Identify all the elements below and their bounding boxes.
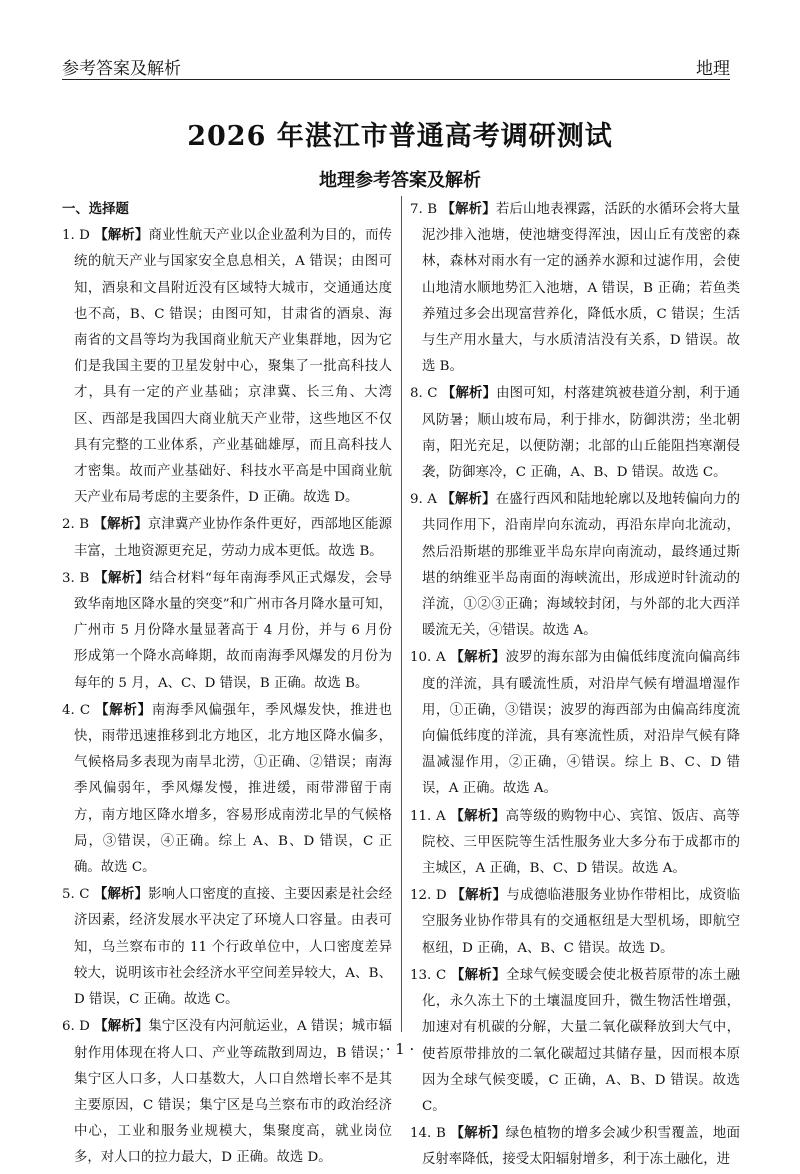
answer-text: 全球气候变暖会使北极苔原带的冻土融化，永久冻土下的土壤温度回升，微生物活性增强，加速对有机碳的分解，大量二氧化碳释放到大气中，使苔原带排放的二氧化碳超过其储存量，因而根本原因为全球气候变暖，C 正确，A、B、D 错误。故选 C。	[422, 967, 740, 1114]
page-header	[62, 40, 730, 80]
analysis-tag: 【解析】	[450, 966, 507, 983]
answer-item	[62, 881, 392, 1013]
header-subject-label: 地理	[696, 59, 730, 79]
analysis-tag: 【解析】	[93, 516, 148, 533]
document-subtitle: 地理参考答案及解析	[319, 170, 481, 191]
analysis-tag: 【解析】	[94, 227, 149, 244]
answer-item	[410, 196, 740, 380]
answer-item	[62, 697, 392, 881]
answer-text: 南海季风偏强年，季风爆发快，推进也快，雨带迅速推移到北方地区，北方地区降水偏多，气候格局多表现为南旱北涝，①正确、②错误；南海季风偏弱年，季风爆发慢，推进缓，雨带滞留于南方，南方地区降水增多，容易形成南涝北旱的气候格局，③错误，④正确。综上 A、B、D 错误，C 正确。故选 C。	[74, 702, 392, 876]
answer-text: 影响人口密度的直接、主要因素是社会经济因素，经济发展水平决定了环境人口容量。由表可知，乌兰察布市的 11 个行政单位中，人口密度差异较大，说明该市社会经济水平空间差异较大，A、B、D 错误，C 正确。故选 C。	[74, 887, 393, 1008]
section-heading: 一、选择题	[62, 201, 129, 217]
answer-number: 10. A	[410, 650, 446, 666]
analysis-tag: 【解析】	[93, 886, 149, 903]
answer-number: 12. D	[410, 888, 447, 904]
answer-item	[62, 222, 392, 511]
analysis-tag: 【解析】	[451, 887, 507, 904]
answer-number: 3. B	[62, 570, 90, 586]
answer-number: 2. B	[62, 517, 90, 533]
document-title: 2026 年湛江市普通高考调研测试	[187, 121, 613, 152]
answer-number: 13. C	[410, 967, 447, 983]
answer-text: 京津冀产业协作条件更好，西部地区能源丰富，土地资源更充足，劳动力成本更低。故选 B。	[74, 517, 393, 559]
analysis-tag: 【解析】	[450, 649, 506, 666]
answer-text: 若后山地表裸露，活跃的水循环会将大量泥沙排入池塘，使池塘变得浑浊，因山丘有茂密的森林，森林对雨水有一定的涵养水源和过滤作用，会使山地清水顺地势汇入池塘，A 错误，B 正确；若鱼类养殖过多会出现富营养化，降低水质，C 错误；生活与生产用水量大，与水质清洁没有关系，D 错误。故选 B。	[422, 202, 741, 375]
column-divider	[401, 196, 402, 1032]
analysis-tag: 【解析】	[94, 1018, 149, 1035]
answer-number: 14. B	[410, 1126, 446, 1142]
answer-text: 集宁区没有内河航运业，A 错误；城市辐射作用体现在将人口、产业等疏散到周边，B 错误；集宁区人口多，人口基数大，人口自然增长率不是其主要原因，C 错误；集宁区是乌兰察布市的政治经济中心，工业和服务业规模大，集聚度高，就业岗位多，对人口的拉力最大，D 正确。故选 D。	[74, 1019, 393, 1166]
answer-text: 波罗的海东部为由偏低纬度流向偏高纬度的洋流，具有暖流性质，对沿岸气候有增温增湿作用，①正确，③错误；波罗的海西部为由偏高纬度流向偏低纬度的洋流，具有寒流性质，对沿岸气候有降温减湿作用，②正确，④错误。综上 B、C、D 错误，A 正确。故选 A。	[422, 650, 741, 797]
answer-item	[410, 803, 740, 883]
answer-item	[410, 1120, 740, 1173]
answer-item	[62, 1013, 392, 1171]
answer-number: 11. A	[410, 808, 446, 824]
page-number: · 1 ·	[385, 1040, 415, 1058]
right-column	[410, 196, 740, 1174]
header-left-label: 参考答案及解析	[62, 59, 181, 79]
answer-number: 6. D	[62, 1019, 90, 1035]
answer-text: 由图可知，村落建筑被巷道分割，利于通风防暑；顺山坡布局，利于排水，防御洪涝；坐北朝南，阳光充足，以便防潮；北部的山丘能阻挡寒潮侵袭，防御寒冷，C 正确，A、B、D 错误。故选 C。	[422, 386, 741, 481]
left-column	[62, 196, 392, 1172]
answer-text: 商业性航天产业以企业盈利为目的，而传统的航天产业与国家安全息息相关，A 错误；由图可知，酒泉和文昌附近没有区域特大城市，交通通达度也不高，B、C 错误；由图可知，甘肃省的酒泉、海南省的文昌等均为我国商业航天产业集群地，因为它们是我国主要的卫星发射中心，聚集了一批高科技人才，具有一定的产业基础；京津冀、长三角、大湾区、西部是我国四大商业航天产业带，这些地区不仅具有完整的工业体系，产业基础雄厚，而且高科技人才密集。故而产业基础好、科技水平高是中国商业航天产业布局考虑的主要条件，D 正确。故选 D。	[74, 228, 392, 506]
answer-text: 结合材料“每年南海季风正式爆发，会导致华南地区降水量的突变”和广州市各月降水量可知，广州市 5 月份降水量显著高于 4 月份，并与 6 月份形成第一个降水高峰期，故而南海季风爆发的月份为每年的 5 月，A、C、D 错误，B 正确。故选 B。	[74, 570, 392, 691]
answer-number: 8. C	[410, 386, 438, 402]
answer-text: 与成德临港服务业协作带相比，成资临空服务业协作带具有的交通枢纽是大型机场，即航空枢纽，D 正确，A、B、C 错误。故选 D。	[422, 888, 741, 956]
answer-text: 在盛行西风和陆地轮廓以及地转偏向力的共同作用下，沿南岸向东流动，再沿东岸向北流动，然后沿斯堪的那维亚半岛东岸向南流动，最终通过斯堪的纳维亚半岛南面的海峡流出，形成逆时针流动的洋流，①②③正确；海域较封闭，与外部的北大西洋暖流无关，④错误。故选 A。	[422, 492, 741, 639]
header-rule	[62, 79, 730, 80]
answer-text: 高等级的购物中心、宾馆、饭店、高等院校、三甲医院等生活性服务业大多分布于成都市的主城区，A 正确，B、C、D 错误。故选 A。	[422, 808, 741, 877]
answer-item	[410, 644, 740, 802]
answer-item	[62, 565, 392, 697]
answer-text: 绿色植物的增多会减少积雪覆盖，地面反射率降低，接受太阳辐射增多，利于冻土融化，进	[422, 1126, 740, 1168]
analysis-tag: 【解析】	[441, 385, 497, 402]
analysis-tag: 【解析】	[441, 201, 496, 217]
answer-number: 4. C	[62, 702, 91, 718]
analysis-tag: 【解析】	[95, 701, 152, 718]
analysis-tag: 【解析】	[450, 1125, 506, 1142]
answer-item	[410, 380, 740, 486]
answer-number: 5. C	[62, 887, 90, 903]
answer-number: 7. B	[410, 202, 438, 217]
analysis-tag: 【解析】	[450, 807, 506, 824]
answer-number: 9. A	[410, 492, 437, 508]
analysis-tag: 【解析】	[94, 569, 150, 586]
answer-number: 1. D	[62, 228, 90, 244]
answer-item	[410, 882, 740, 962]
analysis-tag: 【解析】	[441, 491, 496, 508]
answer-item	[62, 511, 392, 564]
answer-item	[410, 486, 740, 644]
